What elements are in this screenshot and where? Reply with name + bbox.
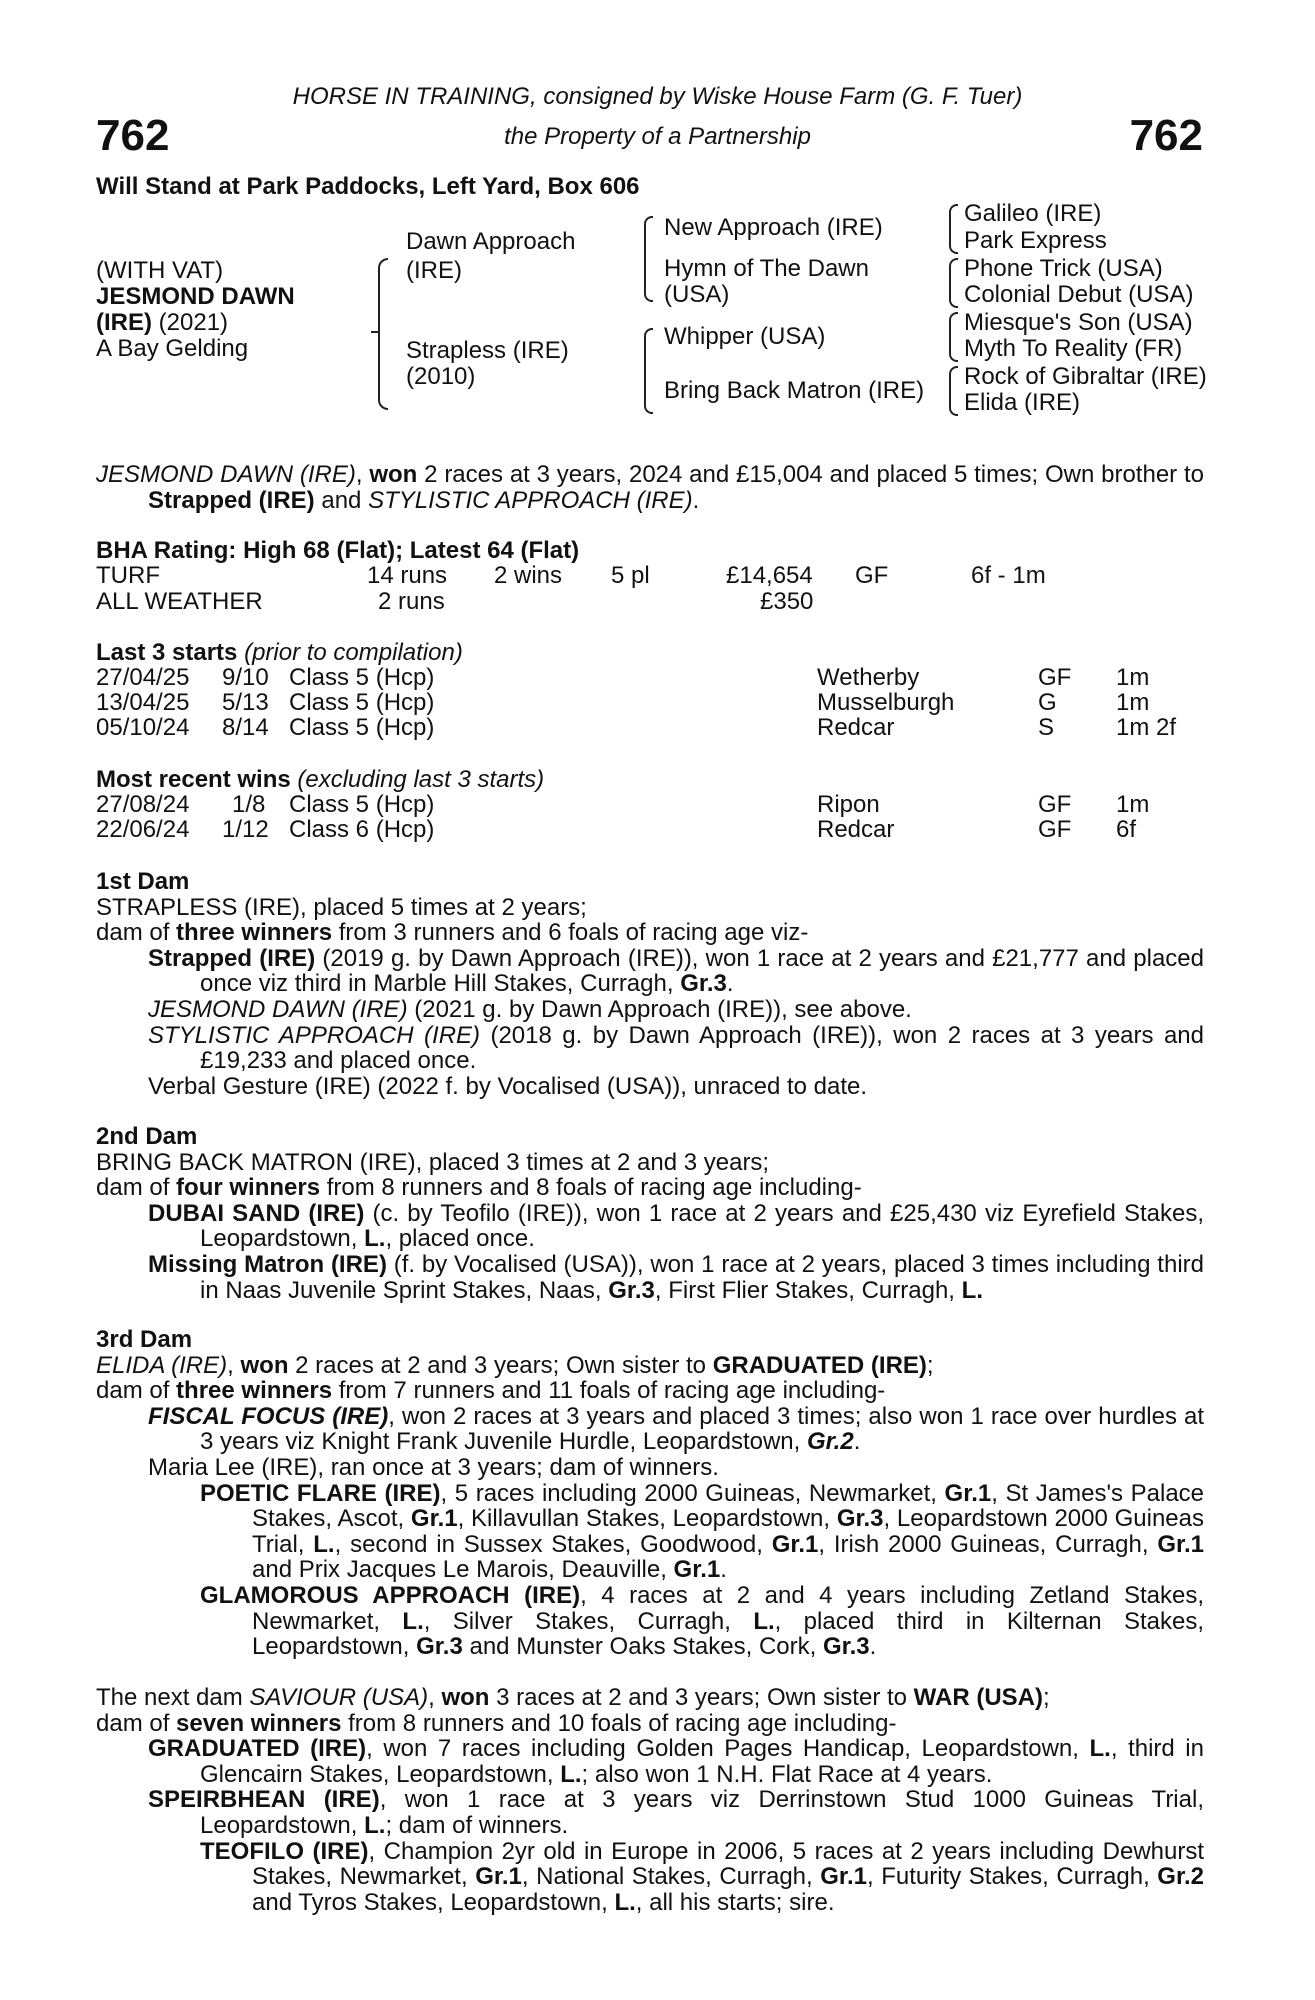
horse-origin-year: (IRE) (2021) — [96, 309, 229, 336]
stand-location: Will Stand at Park Paddocks, Left Yard, Box 606 — [96, 173, 640, 200]
third-dam-section: 3rd Dam ELIDA (IRE), won 2 races at 2 and 3 years; Own sister to GRADUATED (IRE); dam of three winners from 7 runners and 11 foals of racing age including- FISCAL FOCUS (IRE), won 2 races at 3 years and placed 3 times; also won 1 race over hurdles at 3 years viz Knight Frank Juvenile Hurdle, Leopardstown, Gr.2. Maria Lee (IRE), ran once at 3 years; dam of winners. POETIC FLARE (IRE), 5 races including 2000 Guineas, Newmarket, Gr.1, St James's Palace Stakes, Ascot, Gr.1, Killavullan Stakes, Leopardstown, Gr.3, Leopardstown 2000 Guineas Trial, L., second in Sussex Stakes, Goodwood, Gr.1, Irish 2000 Guineas, Curragh, Gr.1 and Prix Jacques Le Marois, Deauville, Gr.1. GLAMOROUS APPROACH (IRE), 4 races at 2 and 4 years including Zetland Stakes, Newmarket, L., Silver Stakes, Curragh, L., placed third in Kilternan Stakes, Leopardstown, Gr.3 and Munster Oaks Stakes, Cork, Gr.3. — [96, 1326, 1205, 1661]
horse-name: JESMOND DAWN — [96, 283, 295, 310]
first-dam-title: 1st Dam — [96, 868, 190, 895]
sire: Dawn Approach — [406, 228, 576, 255]
last3-title: Last 3 starts (prior to compilation) — [96, 639, 463, 666]
g3-rock-of-gibraltar: Rock of Gibraltar (IRE) — [964, 363, 1207, 390]
second-dam-section: 2nd Dam BRING BACK MATRON (IRE), placed 3 times at 2 and 3 years; dam of four winners from 8 runners and 8 foals of racing age including- DUBAI SAND (IRE) (c. by Teofilo (IRE)), won 1 race at 2 years and £25,430 viz Eyrefield Stakes, Leopardstown, L., placed once. Missing Matron (IRE) (f. by Vocalised (USA)), won 1 race at 2 years, placed 3 times including third in Naas Juvenile Sprint Stakes, Naas, Gr.3, First Flier Stakes, Curragh, L. — [96, 1123, 1205, 1304]
brace-g3-1 — [949, 204, 958, 254]
brace-parents-point — [371, 331, 378, 333]
sire-suffix: (IRE) — [406, 257, 462, 284]
consignment-line: HORSE IN TRAINING, consigned by Wiske House Farm (G. F. Tuer) — [292, 83, 1023, 110]
g3-colonial-debut: Colonial Debut (USA) — [964, 281, 1194, 308]
g3-galileo: Galileo (IRE) — [964, 200, 1102, 227]
g3-park-express: Park Express — [964, 227, 1107, 254]
sire-dam-suffix: (USA) — [664, 281, 730, 308]
third-dam-title: 3rd Dam — [96, 1326, 193, 1353]
sire-sire: New Approach (IRE) — [664, 214, 883, 241]
next-dam-section: The next dam SAVIOUR (USA), won 3 races at 2 and 3 years; Own sister to WAR (USA); dam of seven winners from 8 runners and 10 foals of racing age including- GRADUATED (IRE), won 7 races including Golden Pages Handicap, Leopardstown, L., third in Glencairn Stakes, Leopardstown, L.; also won 1 N.H. Flat Race at 4 years. SPEIRBHEAN (IRE), won 1 race at 3 years viz Derrinstown Stud 1000 Guineas Trial, Leopardstown, L.; dam of winners. TEOFILO (IRE), Champion 2yr old in Europe in 2006, 5 races at 2 years including Dewhurst Stakes, Newmarket, Gr.1, National Stakes, Curragh, Gr.1, Futurity Stakes, Curragh, Gr.2 and Tyros Stakes, Leopardstown, L., all his starts; sire. — [96, 1684, 1205, 1916]
recent-wins-title: Most recent wins (excluding last 3 starts) — [96, 766, 545, 793]
dam-year: (2010) — [406, 363, 476, 390]
g3-myth-to-reality: Myth To Reality (FR) — [964, 335, 1183, 362]
first-dam-section: 1st Dam STRAPLESS (IRE), placed 5 times at 2 years; dam of three winners from 3 runners and 6 foals of racing age viz- Strapped (IRE) (2019 g. by Dawn Approach (IRE)), won 1 race at 2 years and £21,777 and placed once viz third in Marble Hill Stakes, Curragh, Gr.3. JESMOND DAWN (IRE) (2021 g. by Dawn Approach (IRE)), see above. STYLISTIC APPROACH (IRE) (2018 g. by Dawn Approach (IRE)), won 2 races at 3 years and £19,233 and placed once. Verbal Gesture (IRE) (2022 f. by Vocalised (USA)), unraced to date. — [96, 868, 1204, 1100]
catalogue-page: HORSE IN TRAINING, consigned by Wiske House Farm (G. F. Tuer) 762 the Property of a Partnership 762 Will Stand at Park Paddocks, Left Yard, Box 606 (WITH VAT) JESMOND DAWN (IRE) (2021) A Bay Gelding Dawn Approach (IRE) Strapless (IRE) (2010) New Approach (IRE) Hymn of The Dawn (USA) Whipper (USA) Bring Back Matron (IRE) Galileo (IRE) Park Express Phone Trick (USA) Colonial Debut (USA) Miesque's Son (USA) Myth To Reality (FR) Rock of Gibraltar (IRE) Elida (IRE) JESMOND DAWN (IRE), won 2 races at 3 years, 2024 and £15,004 and placed 5 times; Own brother to Strapped (IRE) and STYLISTIC APPROACH (IRE). BHA Rating: High 68 (Flat); Latest 64 (Flat) TURF 14 runs 2 wins 5 pl £14,654 GF 6f - 1m ALL WEATHER 2 runs £350 Last 3 starts (prior to compilation) 27/04/25 9/10 Class 5 (Hcp) Wetherby GF 1m 13/04/25 5/13 Class 5 (Hcp) Musselburgh G 1m 05/10/24 8/14 Class 5 (Hcp) Redcar S 1m 2f Most recent wins (excluding last 3 starts) 27/08/24 1/8 Class 5 (Hcp) Ripon GF 1m 22/06/24 1/12 Class 6 (Hcp) Redcar GF 6f 1st Dam STRAPLESS (IRE), placed 5 times at 2 years; dam of three winners from 3 runners and 6 foals of racing age viz- Strapped (IRE) (2019 g. by Dawn Approach (IRE)), won 1 race at 2 years and £21,777 and placed once viz third in Marble Hill Stakes, Curragh, Gr.3. JESMOND DAWN (IRE) (2021 g. by Dawn Approach (IRE)), see above. STYLISTIC APPROACH (IRE) (2018 g. by Dawn Approach (IRE)), won 2 races at 3 years and £19,233 and placed once. Verbal Gesture (IRE) (2022 f. by Vocalised (USA)), unraced to date. 2nd Dam BRING BACK MATRON (IRE), placed 3 times at 2 and 3 years; dam of four winners from 8 runners and 8 foals of racing age including- DUBAI SAND (IRE) (c. by Teofilo (IRE)), won 1 race at 2 years and £25,430 viz Eyrefield Stakes, Leopardstown, L., placed once. Missing Matron (IRE) (f. by Vocalised (USA)), won 1 race at 2 years, placed 3 times including third in Naas Juvenile Sprint Stakes, Naas, Gr.3, First Flier Stakes, Curragh, L. 3rd Dam ELIDA (IRE), won 2 races at 2 and 3 years; Own sister to GRADUATED (IRE); dam of three winners from 7 runners and 11 foals of racing age including- FISCAL FOCUS (IRE), won 2 races at 3 years and placed 3 times; also won 1 race over hurdles at 3 years viz Knight Frank Juvenile Hurdle, Leopardstown, Gr.2. Maria Lee (IRE), ran once at 3 years; dam of winners. POETIC FLARE (IRE), 5 races including 2000 Guineas, Newmarket, Gr.1, St James's Palace Stakes, Ascot, Gr.1, Killavullan Stakes, Leopardstown, Gr.3, Leopardstown 2000 Guineas Trial, L., second in Sussex Stakes, Goodwood, Gr.1, Irish 2000 Guineas, Curragh, Gr.1 and Prix Jacques Le Marois, Deauville, Gr.1. GLAMOROUS APPROACH (IRE), 4 races at 2 and 4 years including Zetland Stakes, Newmarket, L., Silver Stakes, Curragh, L., placed third in Kilternan Stakes, Leopardstown, Gr.3 and Munster Oaks Stakes, Cork, Gr.3. The next dam SAVIOUR (USA), won 3 races at 2 and 3 years; Own sister to WAR (USA); dam of seven winners from 8 runners and 10 foals of racing age including- GRADUATED (IRE), won 7 races including Golden Pages Handicap, Leopardstown, L., third in Glencairn Stakes, Leopardstown, L.; also won 1 N.H. Flat Race at 4 years. SPEIRBHEAN (IRE), won 1 race at 3 years viz Derrinstown Stud 1000 Guineas Trial, Leopardstown, L.; dam of winners. TEOFILO (IRE), Champion 2yr old in Europe in 2006, 5 races at 2 years including Dewhurst Stakes, Newmarket, Gr.1, National Stakes, Curragh, Gr.1, Futurity Stakes, Curragh, Gr.2 and Tyros Stakes, Leopardstown, L., all his starts; sire. — [0, 0, 1315, 2000]
g3-miesques-son: Miesque's Son (USA) — [964, 309, 1193, 336]
horse-description: A Bay Gelding — [96, 335, 249, 362]
vat-note: (WITH VAT) — [96, 257, 224, 284]
second-dam-title: 2nd Dam — [96, 1123, 198, 1150]
dam-sire: Whipper (USA) — [664, 323, 826, 350]
dam: Strapless (IRE) — [406, 337, 569, 364]
g3-phone-trick: Phone Trick (USA) — [964, 255, 1163, 282]
brace-parents — [378, 258, 388, 410]
race-summary: JESMOND DAWN (IRE), won 2 races at 3 years, 2024 and £15,004 and placed 5 times; Own brother to Strapped (IRE) and STYLISTIC APPROACH (IRE). — [96, 461, 1204, 514]
bha-rating-title: BHA Rating: High 68 (Flat); Latest 64 (Flat) — [96, 537, 580, 564]
g3-elida: Elida (IRE) — [964, 389, 1081, 416]
dam-dam: Bring Back Matron (IRE) — [664, 377, 925, 404]
sire-dam: Hymn of The Dawn — [664, 255, 869, 282]
property-line: the Property of a Partnership — [504, 123, 811, 150]
lot-number-left: 762 — [96, 111, 170, 160]
lot-number-right: 762 — [1129, 111, 1203, 160]
brace-dam — [644, 328, 653, 414]
brace-g3-4 — [949, 366, 958, 416]
brace-g3-3 — [949, 312, 958, 362]
brace-sire — [644, 216, 653, 302]
brace-g3-2 — [949, 258, 958, 308]
